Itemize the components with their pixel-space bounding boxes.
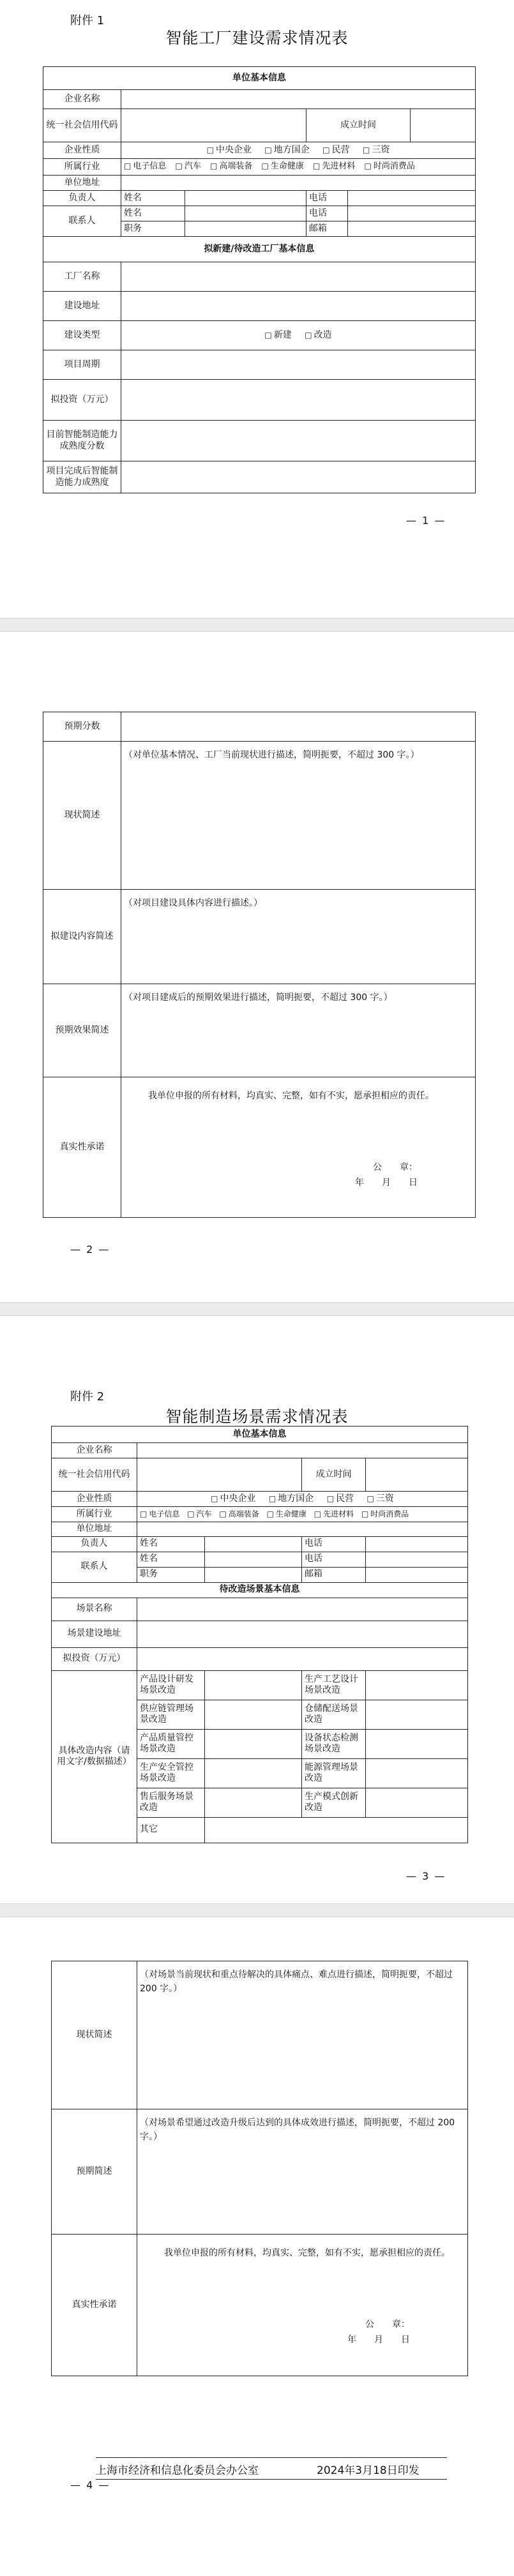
industry-label: 所属行业 — [43, 159, 121, 176]
checkbox-icon: □ — [305, 330, 312, 340]
commitment-cell — [137, 2235, 468, 2376]
scene-type-field[interactable] — [366, 1788, 468, 1817]
scene-name-label: 场景名称 — [52, 1598, 137, 1621]
period-field[interactable] — [121, 350, 476, 380]
page-4 — [0, 1917, 514, 2576]
credit-code-field[interactable] — [137, 1458, 302, 1492]
scene-type-field[interactable] — [366, 1670, 468, 1700]
checkbox-icon: □ — [268, 1494, 276, 1503]
current-score-field[interactable] — [121, 421, 476, 461]
head-label: 负责人 — [43, 191, 121, 206]
plan-field[interactable]: （对项目建设具体内容进行描述。） — [121, 890, 476, 984]
head-phone-field[interactable] — [348, 191, 476, 206]
footer-org: 上海市经济和信息化委员会办公室 — [96, 2464, 259, 2477]
page-number: — 4 — — [70, 2479, 110, 2491]
checkbox-icon: □ — [361, 1509, 369, 1518]
page-title: 智能工厂建设需求情况表 — [165, 29, 349, 47]
contact-email-label: 邮箱 — [306, 221, 348, 237]
scene-type-field[interactable] — [366, 1700, 468, 1729]
section-factory-info: 拟新建/待改造工厂基本信息 — [43, 237, 476, 262]
footer-bottom-rule — [96, 2479, 447, 2480]
checkbox-icon: □ — [210, 161, 218, 171]
date-label: 年 月 日 — [347, 2335, 410, 2346]
commitment-label: 真实性承诺 — [43, 1077, 121, 1218]
address-field[interactable] — [137, 1522, 468, 1537]
industry-checkbox[interactable]: □ 高端装备 — [219, 1509, 259, 1518]
contact-phone-field[interactable] — [348, 206, 476, 221]
company-name-label: 企业名称 — [52, 1443, 137, 1458]
checkbox-icon: □ — [140, 1509, 147, 1518]
scene-type-field[interactable] — [205, 1729, 302, 1758]
nature-options — [137, 1492, 468, 1507]
factory-name-field[interactable] — [121, 262, 476, 292]
seal-block — [121, 1160, 475, 1191]
industry-options — [137, 1507, 468, 1522]
head-name-label: 姓名 — [137, 1536, 205, 1552]
address-label: 单位地址 — [52, 1522, 137, 1537]
contact-email-field[interactable] — [366, 1567, 468, 1582]
address-field[interactable] — [121, 176, 476, 191]
scene-address-field[interactable] — [137, 1621, 468, 1647]
head-phone-label: 电话 — [302, 1536, 366, 1552]
investment-field[interactable] — [121, 380, 476, 421]
checkbox-icon: □ — [219, 1509, 227, 1518]
checkbox-icon: □ — [266, 1509, 274, 1518]
content-label: 具体改造内容（请用文字/数据描述） — [52, 1670, 137, 1843]
industry-checkbox[interactable]: □ 汽车 — [175, 161, 201, 172]
annex1-table — [43, 66, 476, 493]
contact-phone-label: 电话 — [302, 1552, 366, 1567]
checkbox-icon: □ — [314, 1509, 322, 1518]
scene-type-label: 仓储配送场景改造 — [302, 1700, 366, 1729]
nature-checkbox[interactable]: □ 中央企业 — [211, 1493, 256, 1504]
industry-checkbox[interactable]: □ 电子信息 — [140, 1509, 180, 1518]
build-address-label: 建设地址 — [43, 292, 121, 321]
page4-table — [51, 1961, 468, 2376]
checkbox-icon: □ — [264, 330, 272, 340]
contact-name-field[interactable] — [205, 1552, 302, 1567]
investment-label: 拟投资（万元） — [43, 380, 121, 421]
annex-label: 附件 2 — [70, 1390, 105, 1404]
scene-type-label: 产品质量管控场景改造 — [137, 1729, 205, 1758]
nature-label: 企业性质 — [43, 142, 121, 159]
contact-label: 联系人 — [52, 1552, 137, 1582]
date-label: 年 月 日 — [355, 1178, 418, 1188]
scene-type-field[interactable] — [205, 1700, 302, 1729]
nature-checkbox[interactable]: □ 地方国企 — [268, 1493, 314, 1504]
expect-label: 预期简述 — [52, 2109, 137, 2235]
scene-name-field[interactable] — [137, 1598, 468, 1621]
checkbox-icon: □ — [264, 145, 272, 154]
current-score-label: 目前智能制造能力成熟度分数 — [43, 421, 121, 461]
checkbox-icon: □ — [363, 145, 370, 154]
contact-name-field[interactable] — [185, 206, 306, 221]
expected-score-field[interactable] — [121, 712, 476, 742]
page-title: 智能制造场景需求情况表 — [165, 1407, 349, 1426]
page-2 — [0, 632, 514, 1302]
scene-type-field[interactable] — [205, 1670, 302, 1700]
period-label: 项目周期 — [43, 350, 121, 380]
founded-field[interactable] — [366, 1458, 468, 1492]
scene-type-label: 售后服务场景改造 — [137, 1788, 205, 1817]
build-type-options — [121, 321, 476, 350]
contact-name-label: 姓名 — [137, 1552, 205, 1567]
contact-label: 联系人 — [43, 206, 121, 237]
footer-date: 2024年3月18日印发 — [317, 2464, 420, 2477]
target-level-label: 项目完成后智能制造能力成熟度 — [43, 461, 121, 493]
annex2-table — [51, 1426, 468, 1843]
industry-checkbox[interactable]: □ 生命健康 — [261, 161, 304, 172]
status-label: 现状简述 — [52, 1961, 137, 2109]
head-label: 负责人 — [52, 1536, 137, 1552]
nature-options — [121, 142, 476, 159]
seal-label: 公 章： — [373, 1162, 418, 1173]
contact-email-label: 邮箱 — [302, 1567, 366, 1582]
contact-title-label: 职务 — [137, 1567, 205, 1582]
credit-code-label: 统一社会信用代码 — [52, 1458, 137, 1492]
scene-type-field[interactable] — [205, 1788, 302, 1817]
checkbox-icon: □ — [364, 161, 372, 171]
industry-checkbox[interactable]: □ 先进材料 — [314, 1509, 354, 1518]
industry-label: 所属行业 — [52, 1507, 137, 1522]
contact-title-field[interactable] — [185, 221, 306, 237]
head-name-field[interactable] — [205, 1536, 302, 1552]
commitment-text: 我单位申报的所有材料，均真实、完整，如有不实，愿承担相应的责任。 — [148, 1091, 434, 1101]
address-label: 单位地址 — [43, 176, 121, 191]
page-number: — 2 — — [70, 1243, 110, 1255]
scene-type-label: 生产工艺设计场景改造 — [302, 1670, 366, 1700]
nature-checkbox[interactable]: □ 三资 — [363, 144, 390, 155]
build-address-field[interactable] — [121, 292, 476, 321]
head-name-field[interactable] — [185, 191, 306, 206]
contact-name-label: 姓名 — [121, 206, 185, 221]
industry-options — [121, 159, 476, 176]
checkbox-icon: □ — [175, 161, 183, 171]
founded-field[interactable] — [411, 109, 476, 142]
target-level-field[interactable] — [121, 461, 476, 493]
scene-type-label: 生产模式创新改造 — [302, 1788, 366, 1817]
section-unit-info: 单位基本信息 — [52, 1427, 468, 1443]
investment-label: 拟投资（万元） — [52, 1647, 137, 1670]
nature-checkbox[interactable]: □ 中央企业 — [206, 144, 252, 155]
status-field[interactable]: （对单位基本情况、工厂当前现状进行描述，简明扼要，不超过 300 字。） — [121, 742, 476, 890]
page-1 — [0, 0, 514, 618]
scene-type-label: 产品设计研发场景改造 — [137, 1670, 205, 1700]
head-phone-label: 电话 — [306, 191, 348, 206]
expected-score-label: 预期分数 — [43, 712, 121, 742]
company-name-label: 企业名称 — [43, 90, 121, 109]
industry-checkbox[interactable]: □ 汽车 — [187, 1509, 212, 1518]
annex-label: 附件 1 — [70, 14, 105, 27]
scene-type-field[interactable] — [205, 1758, 302, 1788]
page-number: — 1 — — [406, 514, 446, 527]
scene-type-label: 设备状态检测场景改造 — [302, 1729, 366, 1758]
checkbox-icon: □ — [206, 145, 214, 154]
other-label: 其它 — [137, 1817, 205, 1843]
seal-label: 公 章： — [365, 2319, 410, 2330]
expect-field[interactable]: （对场景希望通过改造升级后达到的具体成效进行描述，简明扼要，不超过 200 字。） — [137, 2109, 468, 2235]
nature-checkbox[interactable]: □ 三资 — [367, 1493, 394, 1504]
checkbox-icon: □ — [326, 1494, 335, 1503]
head-name-label: 姓名 — [121, 191, 185, 206]
contact-phone-label: 电话 — [306, 206, 348, 221]
footer-top-rule — [96, 2457, 447, 2458]
build-type-checkbox[interactable]: □ 改造 — [305, 329, 332, 340]
contact-phone-field[interactable] — [366, 1552, 468, 1567]
status-label: 现状简述 — [43, 742, 121, 890]
industry-checkbox[interactable]: □ 时尚消费品 — [364, 161, 415, 172]
scene-type-label: 供应链管理场景改造 — [137, 1700, 205, 1729]
checkbox-icon: □ — [261, 161, 269, 171]
page-3 — [0, 1316, 514, 1903]
nature-checkbox[interactable]: □ 民营 — [326, 1493, 354, 1504]
status-field[interactable]: （对场景当前现状和重点待解决的具体痛点、难点进行描述，简明扼要，不超过 200 字。） — [137, 1961, 468, 2109]
industry-checkbox[interactable]: □ 电子信息 — [124, 161, 167, 172]
investment-field[interactable] — [137, 1647, 468, 1670]
company-name-field[interactable] — [137, 1443, 468, 1458]
head-phone-field[interactable] — [366, 1536, 468, 1552]
seal-block — [137, 2318, 467, 2348]
nature-checkbox[interactable]: □ 地方国企 — [264, 144, 310, 155]
page-number: — 3 — — [406, 1870, 446, 1882]
scene-type-label: 生产安全管控场景改造 — [137, 1758, 205, 1788]
plan-label: 拟建设内容简述 — [43, 890, 121, 984]
industry-checkbox[interactable]: □ 高端装备 — [210, 161, 253, 172]
other-field[interactable] — [205, 1817, 468, 1843]
page2-table — [43, 712, 476, 1218]
scene-type-label: 能源管理场景改造 — [302, 1758, 366, 1788]
factory-name-label: 工厂名称 — [43, 262, 121, 292]
checkbox-icon: □ — [313, 161, 321, 171]
commitment-cell — [121, 1077, 476, 1218]
scene-address-label: 场景建设地址 — [52, 1621, 137, 1647]
credit-code-field[interactable] — [121, 109, 306, 142]
checkbox-icon: □ — [187, 1509, 195, 1518]
contact-title-label: 职务 — [121, 221, 185, 237]
commitment-label: 真实性承诺 — [52, 2235, 137, 2376]
checkbox-icon: □ — [322, 145, 330, 154]
checkbox-icon: □ — [367, 1494, 374, 1503]
industry-checkbox[interactable]: □ 时尚消费品 — [361, 1509, 409, 1518]
build-type-checkbox[interactable]: □ 新建 — [264, 329, 292, 340]
section-unit-info: 单位基本信息 — [43, 67, 476, 90]
build-type-label: 建设类型 — [43, 321, 121, 350]
founded-label: 成立时间 — [306, 109, 411, 142]
scene-type-field[interactable] — [366, 1729, 468, 1758]
founded-label: 成立时间 — [302, 1458, 366, 1492]
nature-checkbox[interactable]: □ 民营 — [322, 144, 350, 155]
nature-label: 企业性质 — [52, 1492, 137, 1507]
effect-field[interactable]: （对项目建成后的预期效果进行描述，简明扼要，不超过 300 字。） — [121, 984, 476, 1077]
credit-code-label: 统一社会信用代码 — [43, 109, 121, 142]
contact-title-field[interactable] — [205, 1567, 302, 1582]
commitment-text: 我单位申报的所有材料，均真实、完整，如有不实，愿承担相应的责任。 — [164, 2248, 450, 2258]
contact-email-field[interactable] — [348, 221, 476, 237]
industry-checkbox[interactable]: □ 先进材料 — [313, 161, 356, 172]
checkbox-icon: □ — [211, 1494, 218, 1503]
company-name-field[interactable] — [121, 90, 476, 109]
checkbox-icon: □ — [124, 161, 132, 171]
effect-label: 预期效果简述 — [43, 984, 121, 1077]
industry-checkbox[interactable]: □ 生命健康 — [266, 1509, 306, 1518]
section-scene-info: 待改造场景基本信息 — [52, 1582, 468, 1598]
scene-type-field[interactable] — [366, 1758, 468, 1788]
